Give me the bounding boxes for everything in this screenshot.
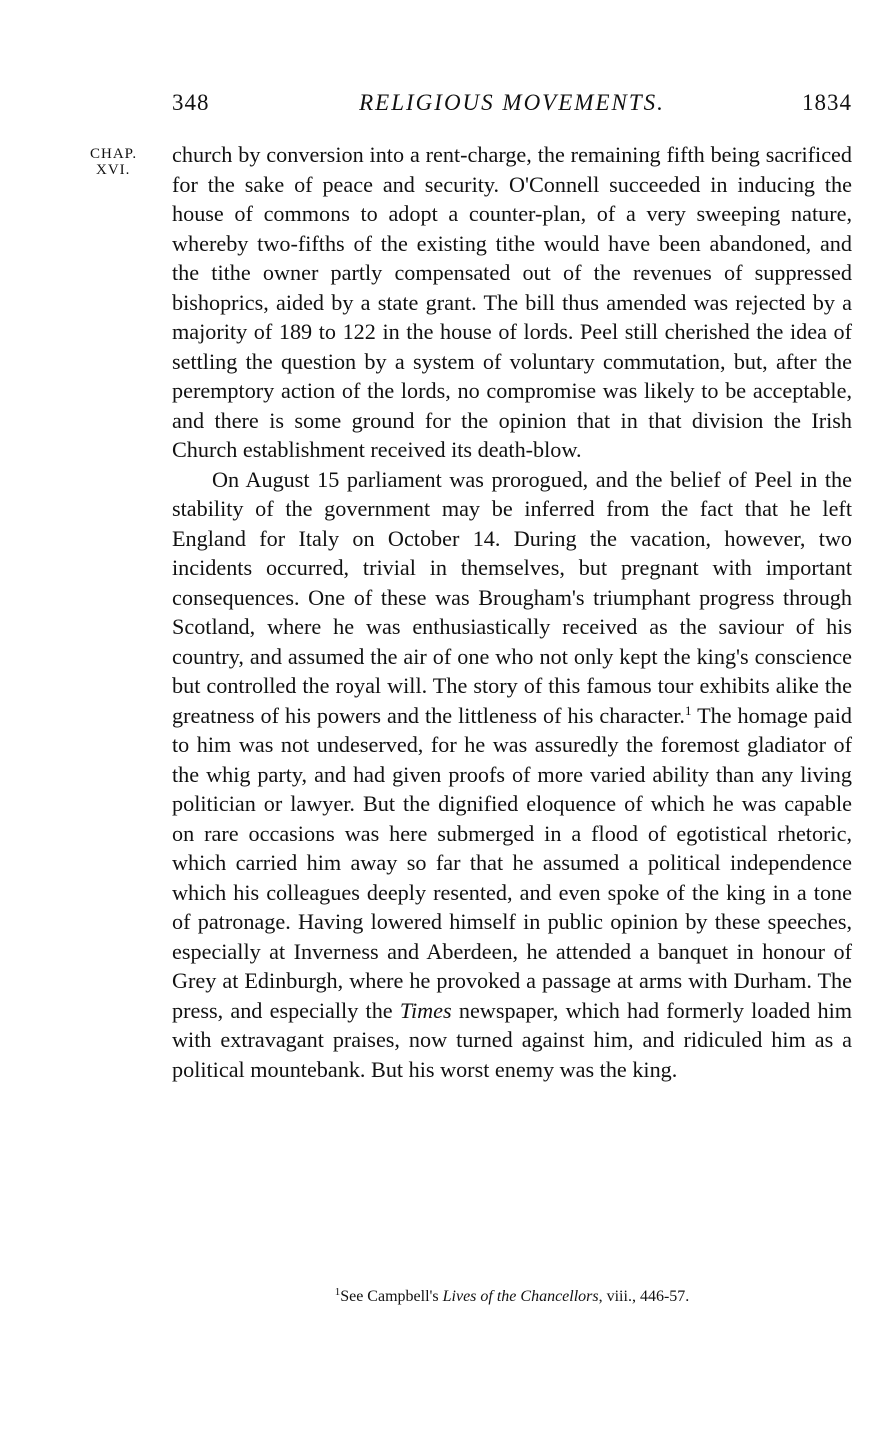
running-head <box>172 90 852 122</box>
footnote-marker: 1 <box>334 1286 341 1298</box>
paragraph-2-part-c: newspaper, which had formerly loaded him with extravagant praises, now turned against him, and ridiculed him as a political mountebank. But his worst enemy was the king. <box>172 997 852 1082</box>
newspaper-title: Times <box>399 997 452 1023</box>
running-title: RELIGIOUS MOVEMENTS. <box>359 90 665 115</box>
chapter-marginal-note <box>90 146 164 178</box>
chapter-numeral: XVI. <box>96 162 131 178</box>
running-year: 1834 <box>802 90 852 115</box>
chapter-label: CHAP. <box>90 146 138 162</box>
footnote-book-title: Lives of the Chancellors <box>442 1288 599 1305</box>
page-number: 348 <box>172 90 210 115</box>
paragraph-2-part-a: On August 15 parliament was prorogued, and the belief of Peel in the stability of the government may be inferred from the fact that he left England for Italy on October 14. During the vacation, however, two incidents occurred, trivial in themselves, but pregnant with important consequences. One of these was Brougham's triumphant progress through Scotland, where he was enthusiastically received as the saviour of his country, and assumed the air of one who not only kept the king's conscience but controlled the royal will. The story of this famous tour exhibits alike the greatness of his powers and the littleness of his character. <box>172 466 852 728</box>
paragraph-2 <box>172 465 852 1085</box>
footnote-prefix: See Campbell's <box>340 1288 443 1305</box>
footnote <box>172 1286 852 1308</box>
paragraph-2-part-b: The homage paid to him was not undeserved, for he was assuredly the foremost gladiator of the whig party, and had given proofs of more varied ability than any living politician or lawyer. But the dignified eloquence of which he was capable on rare occasions was here submerged in a flood of egotistical rhetoric, which carried him away so far that he assumed a political independence which his colleagues deeply resented, and even spoke of the king in a tone of patronage. Having lowered himself in public opinion by these speeches, especially at Inverness and Aberdeen, he attended a banquet in honour of Grey at Edinburgh, where he provoked a passage at arms with Durham. The press, and especially the <box>172 702 852 1023</box>
footnote-suffix: , viii., 446-57. <box>598 1288 690 1305</box>
body-text <box>172 140 852 1084</box>
footnote-reference[interactable]: 1 <box>684 702 692 718</box>
paragraph-1: church by conversion into a rent-charge, the remaining fifth being sacrificed for the sake of peace and security. O'Connell succeeded in inducing the house of commons to adopt a counter-plan, of a very sweeping nature, whereby two-fifths of the existing tithe would have been abandoned, and the tithe owner partly compensated out of the revenues of suppressed bishoprics, aided by a state grant. The bill thus amended was rejected by a majority of 189 to 122 in the house of lords. Peel still cherished the idea of settling the question by a system of voluntary commutation, but, after the peremptory action of the lords, no compromise was likely to be acceptable, and there is some ground for the opinion that in that division the Irish Church establishment received its death-blow. <box>172 142 852 462</box>
